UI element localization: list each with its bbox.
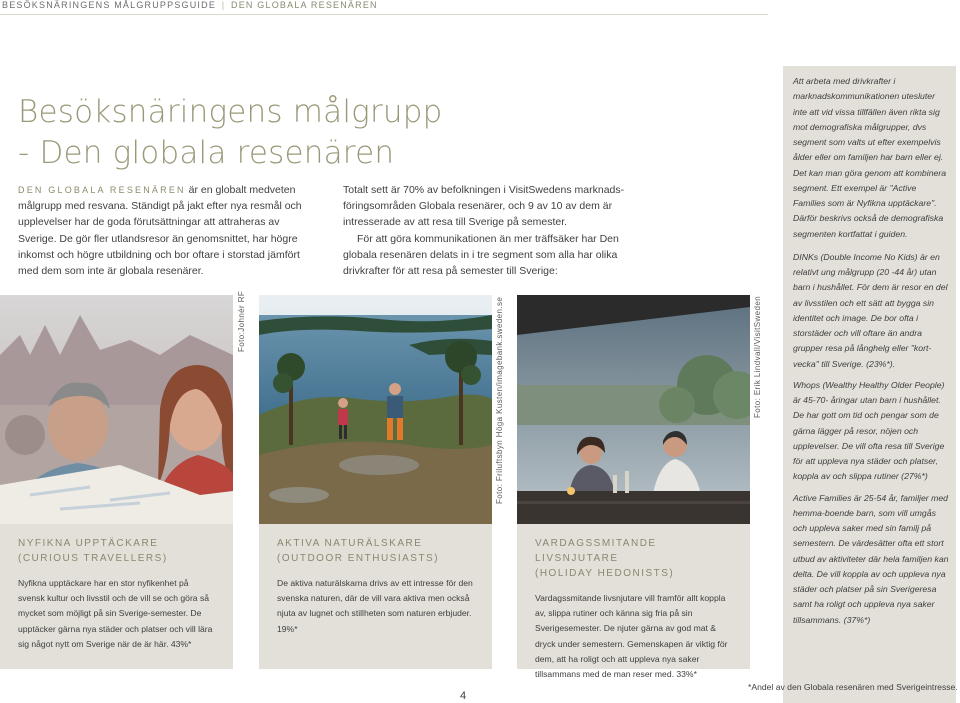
- segments-intro-p2: För att göra kommunikationen än mer träffsäker har Den globala resenären delats in i tre segment som alla har olika drivkrafter för att resa på semester till Sverige:: [343, 232, 619, 278]
- page-number: 4: [460, 690, 467, 702]
- sidebar-paragraph-active-families: Active Families är 25-54 år, familjer med hemma-boende barn, som vill umgås och uppleva saker med sin familj på semestern. De värdesätter ofta ett stort utbud av aktiviteter där hela familjen kan delta. De vill koppla av och uppleva nya städer och platser på sin Sverigeresa samt ha roligt och uppleva nya saker tillsammans. (37%*): [793, 492, 949, 625]
- card-title: NYFIKNA UPPTÄCKARE: [18, 538, 159, 549]
- intro-paragraph: [18, 182, 318, 279]
- page-title: [18, 92, 458, 174]
- card-body: De aktiva naturälskarna drivs av ett intresse för den svenska naturen, där de vill vara aktiva men också njuta av lugnet och stillheten som naturen erbjuder. 19%*: [277, 578, 473, 634]
- sidebar-paragraph-whops: Whops (Wealthy Healthy Older People) är 45-70- åringar utan barn i hushållet. De har gott om tid och pengar som de gärna lägger på resor, nöjen och upplevelser. De vill ofta resa till Sverige för att uppleva nya städer och platser, koppla av och slippa rutiner (27%*): [793, 379, 945, 482]
- card-title: AKTIVA NATURÄLSKARE: [277, 538, 423, 549]
- segment-card-holiday-hedonists: [517, 524, 750, 680]
- sidebar-paragraph-drivers: Att arbeta med drivkrafter i marknadskommunikationen utesluter inte att vid vissa tillfällen även rikta sig mot demografiska målgrupper, dvs segment som valts ut efter exempelvis ålder eller om familjen har barn eller ej. Det kan man göra genom att kombinera segment. Ett exempel är "Active Families som är Nyfikna upptäckare". Därför beskrivs också de demografiska segmenten kortfattat i guiden.: [793, 76, 947, 239]
- photo-outdoor-enthusiasts: [259, 295, 492, 524]
- segments-intro: [343, 182, 643, 279]
- sidebar-text: [793, 74, 951, 634]
- segments-intro-p1: Totalt sett är 70% av befolkningen i VisitSwedens marknadsföringsområden Globala resenärer, och 9 av 10 av dem är intresserade av att resa till Sverige på semester.: [343, 184, 625, 229]
- photo-credit-3: Foto: Erik Lindvall/VisitSweden: [753, 295, 762, 418]
- intro-lead: DEN GLOBALA RESENÄREN: [18, 185, 186, 195]
- photo-credit-2: Foto: Friluftsbyn Höga Kusten/imagebank.sweden.se: [495, 296, 504, 504]
- segment-card-outdoor-enthusiasts: [259, 524, 492, 669]
- section-name: DEN GLOBALA RESENÄREN: [231, 0, 378, 10]
- photo-holiday-hedonists: [517, 295, 750, 524]
- card-body: Nyfikna upptäckare har en stor nyfikenhet på svensk kultur och livsstil och de vill se och göra så mycket som möjligt på sin Sverige-semester. De upptäcker gärna nya städer och platser och vill lära sig något nytt om Sverige när de är här. 43%*: [18, 578, 213, 649]
- card-subtitle: (HOLIDAY HEDONISTS): [535, 568, 675, 579]
- demographic-sidebar: [783, 66, 956, 703]
- footnote: *Andel av den Globala resenären med Sverigeintresse.: [748, 682, 958, 692]
- running-header: [0, 0, 960, 12]
- header-separator: |: [221, 0, 226, 10]
- card-body: Vardagssmitande livsnjutare vill framför allt koppla av, slippa rutiner och känna sig fria på sin Sverigesemester. De njuter gärna av god mat & dryck under semestern. Gemenskapen är viktig för dem, att ha roligt och att uppleva nya saker tillsammans med de man reser med. 33%*: [535, 593, 728, 680]
- card-subtitle: (OUTDOOR ENTHUSIASTS): [277, 553, 440, 564]
- card-heading: [535, 536, 732, 581]
- intro-text: är en globalt medveten målgrupp med resvana. Ständigt på jakt efter nya resmål och upplevelser har de goda förutsättningar att attraheras av Sverige. De gör fler utlandsresor än genomsnittet, har högre inkomst och högre utbildning och bor oftare i storstad jämfört med dem som inte är globala resenärer.: [18, 184, 302, 278]
- sidebar-paragraph-dinks: DINKs (Double Income No Kids) är en relativt ung målgrupp (20 -44 år) utan barn i hushållet. För dem är resor en del av livsstilen och ett sätt att bygga sin identitet och image. De bor ofta i storstäder och vill oftare än andra grupper resa på långhelg eller "kort-vecka" till Sverige. (23%*).: [793, 251, 948, 369]
- card-heading: [18, 536, 215, 566]
- guide-name: BESÖKSNÄRINGENS MÅLGRUPPSGUIDE: [2, 0, 217, 10]
- title-line-1: Besöksnäringens målgrupp: [18, 94, 443, 130]
- title-line-2: - Den globala resenären: [18, 135, 395, 171]
- photo-credit-1: Foto:Johnér RF: [237, 290, 246, 352]
- card-title: VARDAGSSMITANDE LIVSNJUTARE: [535, 538, 657, 564]
- card-subtitle: (CURIOUS TRAVELLERS): [18, 553, 168, 564]
- segment-card-curious-travellers: [0, 524, 233, 669]
- header-rule: [0, 14, 768, 15]
- photo-curious-travellers: [0, 295, 233, 524]
- card-heading: [277, 536, 474, 566]
